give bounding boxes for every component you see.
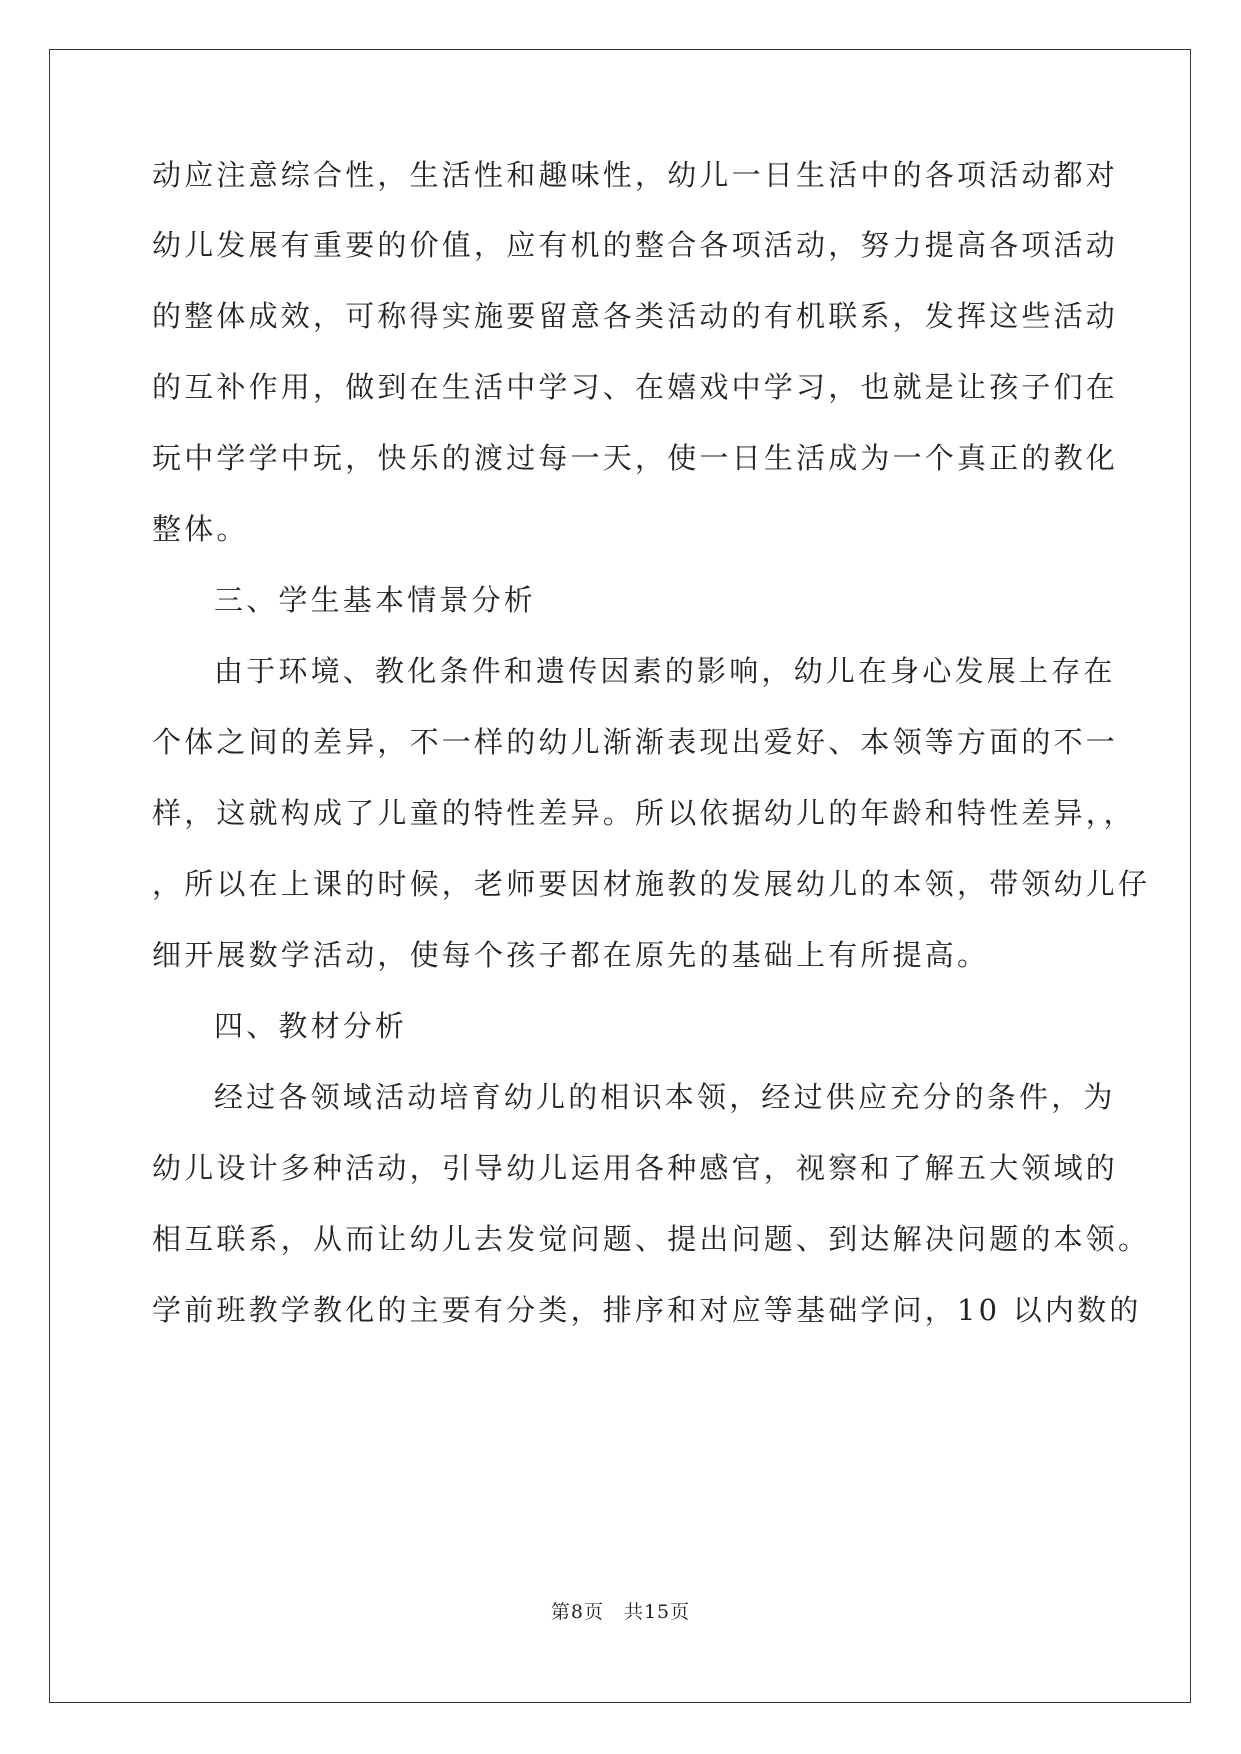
body-line: 的互补作用，做到在生活中学习、在嬉戏中学习，也就是让孩子们在 [152,370,1119,404]
body-line: ，所以在上课的时候，老师要因材施教的发展幼儿的本领，带领幼儿仔 [152,867,1151,901]
body-line: 玩中学学中玩，快乐的渡过每一天，使一日生活成为一个真正的教化 [152,441,1119,475]
body-line: 细开展数学活动，使每个孩子都在原先的基础上有所提高。 [152,938,990,972]
section-heading: 三、学生基本情景分析 [214,583,537,617]
body-line: 由于环境、教化条件和遗传因素的影响，幼儿在身心发展上存在 [214,654,1116,688]
body-line: 样，这就构成了儿童的特性差异。所以依据幼儿的年龄和特性差异，， [152,796,1136,830]
section-heading: 四、教材分析 [214,1009,408,1043]
body-line: 经过各领域活动培育幼儿的相识本领，经过供应充分的条件，为 [214,1080,1116,1114]
body-line: 学前班教学教化的主要有分类，排序和对应等基础学问，10 以内数的 [152,1293,1142,1327]
body-line: 动应注意综合性，生活性和趣味性，幼儿一日生活中的各项活动都对 [152,158,1119,192]
body-line: 幼儿发展有重要的价值，应有机的整合各项活动，努力提高各项活动 [152,228,1119,262]
body-line: 的整体成效，可称得实施要留意各类活动的有机联系，发挥这些活动 [152,299,1119,333]
body-line: 幼儿设计多种活动，引导幼儿运用各种感官，视察和了解五大领域的 [152,1151,1119,1185]
body-line: 个体之间的差异，不一样的幼儿渐渐表现出爱好、本领等方面的不一 [152,725,1119,759]
body-line: 相互联系，从而让幼儿去发觉问题、提出问题、到达解决问题的本领。 [152,1222,1151,1256]
page-number-footer: 第8页 共15页 [550,1601,691,1623]
body-line: 整体。 [152,512,249,546]
